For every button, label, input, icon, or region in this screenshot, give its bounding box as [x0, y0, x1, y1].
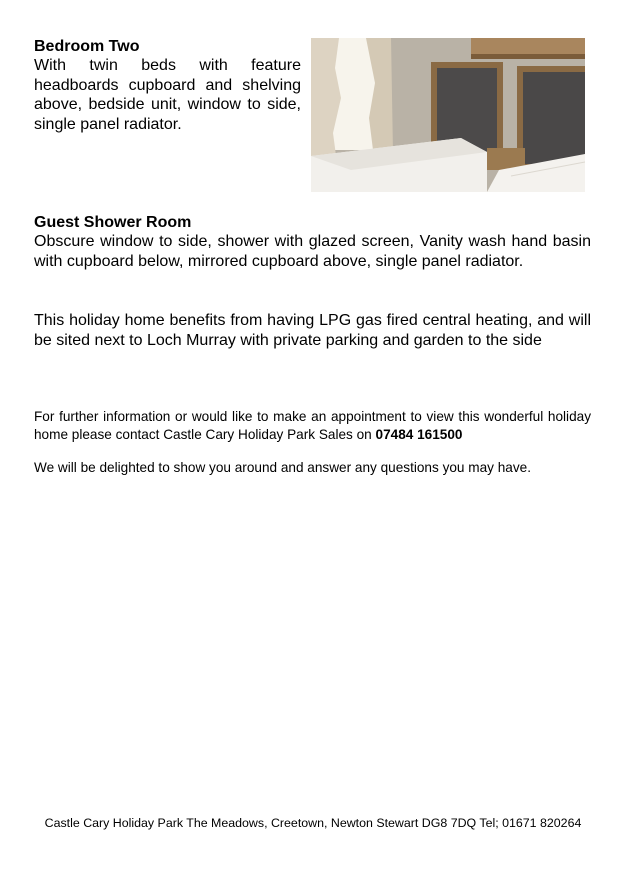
footer-address: Castle Cary Holiday Park The Meadows, Creetown, Newton Stewart DG8 7DQ Tel; 01671 820264	[44, 816, 582, 830]
bedroom-photo	[311, 38, 585, 192]
bedroom-two-section	[34, 37, 301, 134]
contact-phone: 07484 161500	[375, 427, 463, 442]
heating-paragraph: This holiday home benefits from having LPG gas fired central heating, and will be sited next to Loch Murray with private parking and garden to the side	[34, 312, 591, 349]
closing-paragraph: We will be delighted to show you around and answer any questions you may have.	[34, 460, 531, 475]
guest-shower-heading: Guest Shower Room	[34, 214, 192, 231]
bedroom-two-heading: Bedroom Two	[34, 38, 140, 55]
guest-shower-section	[34, 213, 591, 271]
contact-paragraph	[34, 408, 591, 444]
contact-text: For further information or would like to make an appointment to view this wonderful holiday home please contact Castle Cary Holiday Park Sales on	[34, 409, 591, 442]
bedroom-two-description: With twin beds with feature headboards cupboard and shelving above, bedside unit, window to side, single panel radiator.	[34, 57, 301, 133]
guest-shower-description: Obscure window to side, shower with glazed screen, Vanity wash hand basin with cupboard below, mirrored cupboard above, single panel radiator.	[34, 233, 591, 270]
bedroom-photo-illustration	[311, 38, 585, 192]
